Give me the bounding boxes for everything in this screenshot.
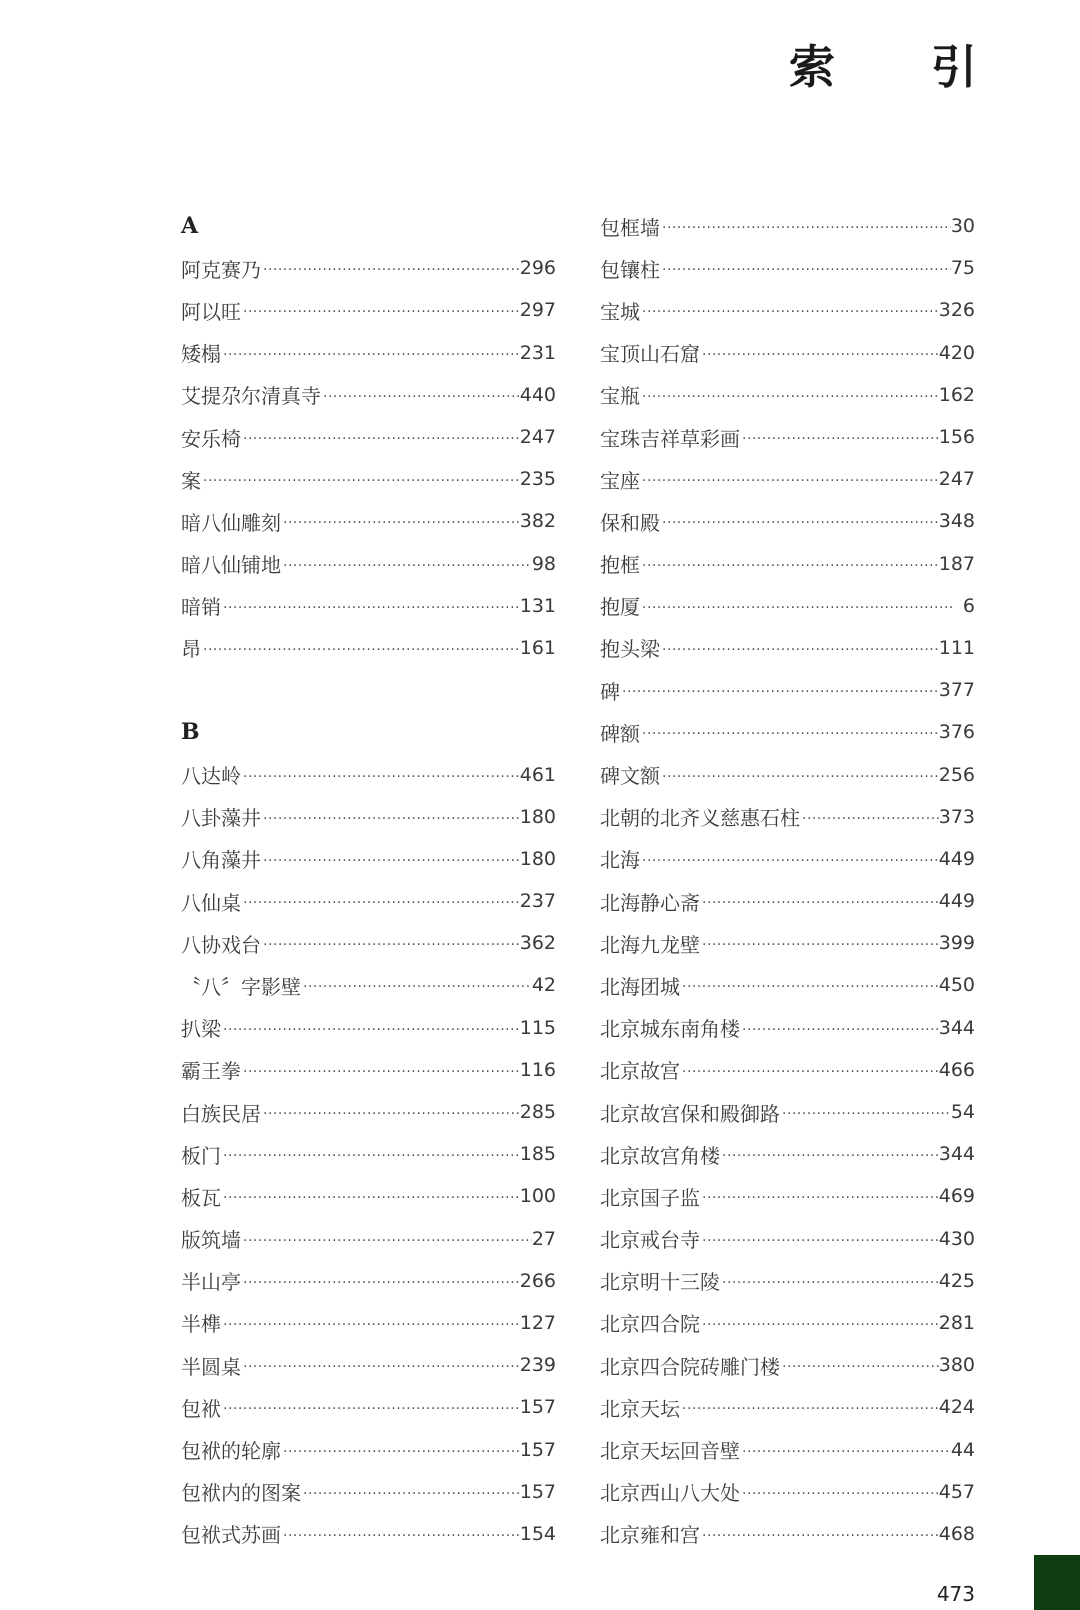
dot-leader bbox=[740, 431, 939, 447]
dot-leader bbox=[700, 895, 939, 911]
index-entry bbox=[600, 838, 975, 880]
index-term: 板门 bbox=[181, 1143, 221, 1168]
index-term: 扒梁 bbox=[181, 1017, 221, 1042]
index-page-number: 235 bbox=[519, 468, 556, 491]
index-entry bbox=[181, 1260, 556, 1302]
index-page-number: 42 bbox=[531, 974, 556, 997]
dot-leader bbox=[700, 937, 939, 953]
dot-leader bbox=[740, 1444, 951, 1460]
index-page-number: 344 bbox=[938, 1143, 975, 1166]
index-term: 八协戏台 bbox=[181, 932, 261, 957]
index-term: 矮榻 bbox=[181, 342, 221, 367]
index-term: 霸王拳 bbox=[181, 1059, 241, 1084]
index-term: 北京城东南角楼 bbox=[600, 1017, 740, 1042]
index-term: 版筑墙 bbox=[181, 1228, 241, 1253]
index-term: 北京故宫保和殿御路 bbox=[600, 1101, 780, 1126]
index-entry bbox=[600, 627, 975, 669]
index-entry bbox=[600, 543, 975, 585]
index-entry bbox=[181, 1133, 556, 1175]
index-page-number: 297 bbox=[519, 299, 556, 322]
index-term: 包袱 bbox=[181, 1396, 221, 1421]
dot-leader bbox=[221, 1148, 520, 1164]
section-letter-a: A bbox=[181, 213, 199, 240]
dot-leader bbox=[640, 853, 939, 869]
index-term: 北京天坛 bbox=[600, 1396, 680, 1421]
index-column-left bbox=[181, 205, 556, 1555]
index-page-number: 247 bbox=[938, 468, 975, 491]
index-entry bbox=[600, 585, 975, 627]
index-entry bbox=[181, 1007, 556, 1049]
dot-leader bbox=[201, 642, 520, 658]
index-term: 北京故宫角楼 bbox=[600, 1143, 720, 1168]
index-page-number: 376 bbox=[938, 721, 975, 744]
index-entry bbox=[600, 205, 975, 247]
index-entry bbox=[600, 1049, 975, 1091]
dot-leader bbox=[700, 1317, 939, 1333]
index-entry bbox=[181, 1218, 556, 1260]
index-term: 八卦藻井 bbox=[181, 806, 261, 831]
dot-leader bbox=[720, 1148, 939, 1164]
index-term: 抱厦 bbox=[600, 595, 640, 620]
dot-leader bbox=[660, 769, 939, 785]
index-term: 板瓦 bbox=[181, 1185, 221, 1210]
index-term: 碑额 bbox=[600, 721, 640, 746]
index-entry bbox=[181, 1091, 556, 1133]
index-page-number: 154 bbox=[519, 1522, 556, 1545]
index-page-number: 362 bbox=[519, 932, 556, 955]
dot-leader bbox=[660, 515, 939, 531]
dot-leader bbox=[660, 220, 951, 236]
dot-leader bbox=[241, 304, 520, 320]
index-entry bbox=[600, 922, 975, 964]
dot-leader bbox=[221, 1317, 520, 1333]
index-term: 宝城 bbox=[600, 299, 640, 324]
index-term: 阿克赛乃 bbox=[181, 257, 261, 282]
index-entry bbox=[181, 1302, 556, 1344]
index-page-number: 162 bbox=[938, 383, 975, 406]
index-page-number: 377 bbox=[938, 679, 975, 702]
index-entry bbox=[181, 289, 556, 331]
dot-leader bbox=[241, 431, 520, 447]
dot-leader bbox=[301, 979, 532, 995]
index-term: 宝顶山石窟 bbox=[600, 342, 700, 367]
dot-leader bbox=[241, 1275, 520, 1291]
index-entry bbox=[181, 796, 556, 838]
index-term: 宝珠吉祥草彩画 bbox=[600, 426, 740, 451]
index-entry bbox=[600, 374, 975, 416]
index-entry bbox=[181, 1428, 556, 1470]
index-term: 暗销 bbox=[181, 595, 221, 620]
page-title: 索 引 bbox=[788, 39, 1017, 94]
dot-leader bbox=[221, 1022, 520, 1038]
dot-leader bbox=[241, 895, 520, 911]
section-spacer bbox=[181, 669, 556, 711]
index-page-number: 430 bbox=[938, 1227, 975, 1250]
dot-leader bbox=[301, 1486, 520, 1502]
index-entry bbox=[181, 1513, 556, 1555]
index-page-number: 469 bbox=[938, 1185, 975, 1208]
index-page-number: 157 bbox=[519, 1396, 556, 1419]
index-page-number: 30 bbox=[950, 215, 975, 238]
index-page-number: 187 bbox=[938, 552, 975, 575]
index-entry bbox=[181, 374, 556, 416]
index-column-right bbox=[600, 205, 975, 1555]
index-page-number: 6 bbox=[962, 594, 975, 617]
index-entry bbox=[600, 1091, 975, 1133]
index-page-number: 420 bbox=[938, 341, 975, 364]
index-term: 北京天坛回音壁 bbox=[600, 1439, 740, 1464]
index-entry bbox=[181, 922, 556, 964]
page-number: 473 bbox=[936, 1582, 975, 1606]
index-term: 北海团城 bbox=[600, 974, 680, 999]
index-term: 案 bbox=[181, 468, 201, 493]
index-page-number: 156 bbox=[938, 426, 975, 449]
index-page-number: 450 bbox=[938, 974, 975, 997]
index-term: 保和殿 bbox=[600, 510, 660, 535]
index-entry bbox=[181, 1471, 556, 1513]
index-term: 暗八仙铺地 bbox=[181, 553, 281, 578]
index-page-number: 382 bbox=[519, 510, 556, 533]
index-entry bbox=[600, 1471, 975, 1513]
index-page-number: 285 bbox=[519, 1101, 556, 1124]
index-term: 北海静心斋 bbox=[600, 890, 700, 915]
dot-leader bbox=[640, 726, 939, 742]
index-entry bbox=[181, 753, 556, 795]
index-page-number: 239 bbox=[519, 1354, 556, 1377]
index-page-number: 247 bbox=[519, 426, 556, 449]
index-page-number: 111 bbox=[938, 636, 975, 659]
index-term: 北朝的北齐义慈惠石柱 bbox=[600, 806, 800, 831]
index-entry bbox=[181, 838, 556, 880]
index-page-number: 185 bbox=[519, 1143, 556, 1166]
index-page-number: 98 bbox=[531, 552, 556, 575]
index-term: 碑文额 bbox=[600, 764, 660, 789]
index-term: 昂 bbox=[181, 637, 201, 662]
index-page-number: 440 bbox=[519, 383, 556, 406]
index-page-number: 348 bbox=[938, 510, 975, 533]
index-entry bbox=[600, 1428, 975, 1470]
index-entry bbox=[600, 711, 975, 753]
dot-leader bbox=[620, 684, 939, 700]
index-entry bbox=[600, 669, 975, 711]
index-term: 北京故宫 bbox=[600, 1059, 680, 1084]
index-page-number: 54 bbox=[950, 1101, 975, 1124]
index-entry bbox=[600, 1344, 975, 1386]
index-page-number: 237 bbox=[519, 890, 556, 913]
index-entry bbox=[181, 416, 556, 458]
index-entry bbox=[181, 1344, 556, 1386]
dot-leader bbox=[740, 1022, 939, 1038]
index-page-number: 461 bbox=[519, 763, 556, 786]
index-term: 北京国子监 bbox=[600, 1185, 700, 1210]
index-entry bbox=[600, 880, 975, 922]
index-entry bbox=[600, 416, 975, 458]
index-entry bbox=[600, 796, 975, 838]
index-page-number: 373 bbox=[938, 805, 975, 828]
index-term: 北京雍和宫 bbox=[600, 1523, 700, 1548]
index-entry bbox=[600, 1513, 975, 1555]
index-page-number: 425 bbox=[938, 1269, 975, 1292]
index-term: 包袱的轮廓 bbox=[181, 1439, 281, 1464]
edge-tab-marker bbox=[1034, 1555, 1080, 1610]
index-page-number: 466 bbox=[938, 1058, 975, 1081]
index-entry bbox=[181, 585, 556, 627]
index-term: 抱框 bbox=[600, 553, 640, 578]
index-term: 八仙桌 bbox=[181, 890, 241, 915]
index-page-number: 344 bbox=[938, 1016, 975, 1039]
index-entry bbox=[181, 500, 556, 542]
index-page-number: 424 bbox=[938, 1396, 975, 1419]
dot-leader bbox=[221, 600, 520, 616]
index-page-number: 100 bbox=[519, 1185, 556, 1208]
index-term: 北海 bbox=[600, 848, 640, 873]
index-page-number: 161 bbox=[519, 636, 556, 659]
index-term: 半山亭 bbox=[181, 1270, 241, 1295]
dot-leader bbox=[720, 1275, 939, 1291]
index-entry bbox=[600, 1218, 975, 1260]
section-a-entries bbox=[181, 247, 556, 669]
index-page-number: 296 bbox=[519, 257, 556, 280]
index-term: 八达岭 bbox=[181, 764, 241, 789]
index-entry bbox=[181, 332, 556, 374]
index-term: 北海九龙壁 bbox=[600, 932, 700, 957]
dot-leader bbox=[201, 473, 520, 489]
index-entry bbox=[600, 753, 975, 795]
dot-leader bbox=[700, 347, 939, 363]
dot-leader bbox=[281, 1444, 520, 1460]
index-entry bbox=[600, 1133, 975, 1175]
index-page-number: 449 bbox=[938, 847, 975, 870]
dot-leader bbox=[281, 1528, 520, 1544]
index-term: 宝座 bbox=[600, 468, 640, 493]
dot-leader bbox=[261, 262, 520, 278]
index-term: 北京四合院砖雕门楼 bbox=[600, 1354, 780, 1379]
dot-leader bbox=[261, 1106, 520, 1122]
index-page-number: 116 bbox=[519, 1058, 556, 1081]
index-entry bbox=[181, 1049, 556, 1091]
index-page-number: 468 bbox=[938, 1522, 975, 1545]
index-entry bbox=[600, 500, 975, 542]
dot-leader bbox=[640, 389, 939, 405]
dot-leader bbox=[700, 1528, 939, 1544]
dot-leader bbox=[660, 642, 939, 658]
index-page-number: 180 bbox=[519, 847, 556, 870]
index-entry bbox=[600, 289, 975, 331]
index-page-number: 326 bbox=[938, 299, 975, 322]
dot-leader bbox=[261, 937, 520, 953]
index-page-number: 157 bbox=[519, 1480, 556, 1503]
index-entry bbox=[181, 543, 556, 585]
right-column-entries bbox=[600, 205, 975, 1555]
index-entry bbox=[181, 880, 556, 922]
dot-leader bbox=[261, 811, 520, 827]
index-page-number: 457 bbox=[938, 1480, 975, 1503]
index-page-number: 27 bbox=[531, 1227, 556, 1250]
index-term: 北京西山八大处 bbox=[600, 1481, 740, 1506]
index-term: 半圆桌 bbox=[181, 1354, 241, 1379]
index-entry bbox=[600, 247, 975, 289]
dot-leader bbox=[281, 515, 520, 531]
index-page-number: 180 bbox=[519, 805, 556, 828]
index-entry bbox=[181, 247, 556, 289]
dot-leader bbox=[221, 347, 520, 363]
index-page-number: 127 bbox=[519, 1311, 556, 1334]
index-page-number: 449 bbox=[938, 890, 975, 913]
index-entry bbox=[600, 964, 975, 1006]
dot-leader bbox=[700, 1190, 939, 1206]
dot-leader bbox=[241, 1233, 532, 1249]
index-entry bbox=[600, 1386, 975, 1428]
index-entry bbox=[181, 458, 556, 500]
index-entry bbox=[181, 1175, 556, 1217]
index-page-number: 231 bbox=[519, 341, 556, 364]
index-term: 安乐椅 bbox=[181, 426, 241, 451]
index-entry bbox=[600, 458, 975, 500]
index-page-number: 115 bbox=[519, 1016, 556, 1039]
dot-leader bbox=[660, 262, 951, 278]
dot-leader bbox=[680, 1401, 939, 1417]
index-entry bbox=[600, 1007, 975, 1049]
dot-leader bbox=[640, 558, 939, 574]
index-page-number: 281 bbox=[938, 1311, 975, 1334]
index-entry bbox=[600, 1260, 975, 1302]
dot-leader bbox=[680, 979, 939, 995]
index-term: 碑 bbox=[600, 679, 620, 704]
index-page-number: 266 bbox=[519, 1269, 556, 1292]
index-term: 包框墙 bbox=[600, 215, 660, 240]
section-letter-b: B bbox=[181, 719, 200, 746]
index-page-number: 399 bbox=[938, 932, 975, 955]
index-term: 宝瓶 bbox=[600, 384, 640, 409]
dot-leader bbox=[740, 1486, 939, 1502]
dot-leader bbox=[640, 600, 953, 616]
index-term: 包袱内的图案 bbox=[181, 1481, 301, 1506]
index-term: 包镶柱 bbox=[600, 257, 660, 282]
index-page-number: 380 bbox=[938, 1354, 975, 1377]
index-entry bbox=[600, 1302, 975, 1344]
dot-leader bbox=[261, 853, 520, 869]
index-term: 北京戒台寺 bbox=[600, 1228, 700, 1253]
dot-leader bbox=[700, 1233, 939, 1249]
index-term: 包袱式苏画 bbox=[181, 1523, 281, 1548]
dot-leader bbox=[800, 811, 939, 827]
dot-leader bbox=[780, 1106, 951, 1122]
index-term: 白族民居 bbox=[181, 1101, 261, 1126]
index-page-number: 157 bbox=[519, 1438, 556, 1461]
index-term: 八角藻井 bbox=[181, 848, 261, 873]
index-term: 抱头梁 bbox=[600, 637, 660, 662]
index-term: 阿以旺 bbox=[181, 299, 241, 324]
section-b-entries bbox=[181, 753, 556, 1555]
index-page-number: 44 bbox=[950, 1438, 975, 1461]
index-term: 〝八〞字影壁 bbox=[181, 974, 301, 999]
index-entry bbox=[181, 627, 556, 669]
dot-leader bbox=[640, 304, 939, 320]
dot-leader bbox=[281, 558, 532, 574]
dot-leader bbox=[321, 389, 520, 405]
index-term: 艾提尕尔清真寺 bbox=[181, 384, 321, 409]
dot-leader bbox=[241, 1064, 520, 1080]
index-entry bbox=[181, 964, 556, 1006]
dot-leader bbox=[780, 1359, 939, 1375]
index-term: 半榫 bbox=[181, 1312, 221, 1337]
index-term: 暗八仙雕刻 bbox=[181, 510, 281, 535]
index-entry bbox=[600, 1175, 975, 1217]
index-page-number: 256 bbox=[938, 763, 975, 786]
index-term: 北京明十三陵 bbox=[600, 1270, 720, 1295]
dot-leader bbox=[221, 1190, 520, 1206]
dot-leader bbox=[221, 1401, 520, 1417]
dot-leader bbox=[680, 1064, 939, 1080]
index-page-number: 131 bbox=[519, 594, 556, 617]
index-term: 北京四合院 bbox=[600, 1312, 700, 1337]
index-entry bbox=[181, 1386, 556, 1428]
index-entry bbox=[600, 332, 975, 374]
index-page-number: 75 bbox=[950, 257, 975, 280]
dot-leader bbox=[640, 473, 939, 489]
dot-leader bbox=[241, 1359, 520, 1375]
dot-leader bbox=[241, 769, 520, 785]
